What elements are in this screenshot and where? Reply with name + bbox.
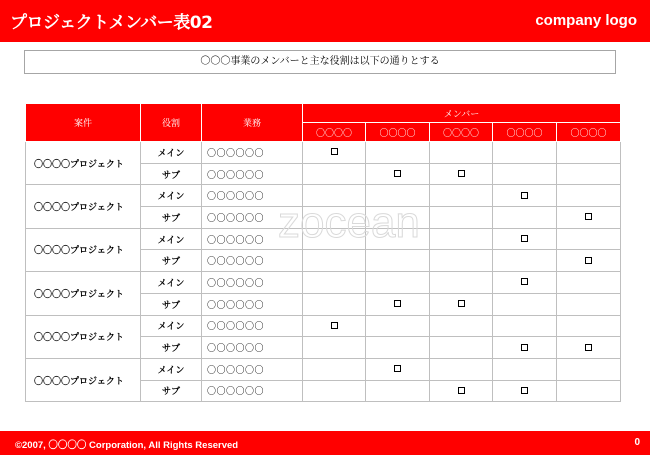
- task-cell: 〇〇〇〇〇〇: [202, 142, 303, 164]
- member-assignment-cell: [303, 185, 366, 207]
- table-header-row: [26, 104, 621, 123]
- member-assignment-cell: [557, 272, 621, 294]
- member-assignment-cell: [366, 228, 430, 250]
- task-cell: 〇〇〇〇〇〇: [202, 272, 303, 294]
- page-number: 0: [634, 437, 640, 448]
- role-cell: サブ: [141, 207, 202, 229]
- checkbox-icon: [331, 148, 338, 155]
- header-member-1: 〇〇〇〇: [303, 123, 366, 142]
- table-row: [26, 315, 621, 337]
- task-cell: 〇〇〇〇〇〇: [202, 207, 303, 229]
- member-assignment-cell: [366, 185, 430, 207]
- member-assignment-cell: [366, 163, 430, 185]
- member-assignment-cell: [303, 380, 366, 402]
- header-member-4: 〇〇〇〇: [493, 123, 557, 142]
- task-cell: 〇〇〇〇〇〇: [202, 337, 303, 359]
- member-assignment-cell: [557, 163, 621, 185]
- member-assignment-cell: [303, 315, 366, 337]
- table-row: [26, 142, 621, 164]
- checkbox-icon: [521, 387, 528, 394]
- task-cell: 〇〇〇〇〇〇: [202, 380, 303, 402]
- task-cell: 〇〇〇〇〇〇: [202, 163, 303, 185]
- member-assignment-cell: [493, 337, 557, 359]
- member-assignment-cell: [366, 207, 430, 229]
- header-task: 業務: [202, 104, 303, 142]
- member-assignment-cell: [303, 337, 366, 359]
- member-assignment-cell: [493, 163, 557, 185]
- member-assignment-cell: [366, 380, 430, 402]
- header-member-3: 〇〇〇〇: [430, 123, 493, 142]
- project-name-cell: 〇〇〇〇プロジェクト: [26, 185, 141, 228]
- intro-text-box: 〇〇〇事業のメンバーと主な役割は以下の通りとする: [24, 50, 616, 74]
- member-assignment-cell: [430, 250, 493, 272]
- table-row: [26, 358, 621, 380]
- project-name-cell: 〇〇〇〇プロジェクト: [26, 142, 141, 185]
- member-assignment-cell: [430, 358, 493, 380]
- member-assignment-cell: [303, 272, 366, 294]
- task-cell: 〇〇〇〇〇〇: [202, 315, 303, 337]
- member-assignment-cell: [366, 293, 430, 315]
- member-assignment-cell: [366, 250, 430, 272]
- member-assignment-cell: [303, 228, 366, 250]
- member-table: [25, 103, 621, 402]
- member-assignment-cell: [430, 272, 493, 294]
- checkbox-icon: [394, 170, 401, 177]
- header-members: メンバー: [303, 104, 621, 123]
- checkbox-icon: [458, 300, 465, 307]
- page-title: プロジェクトメンバー表02: [10, 13, 213, 33]
- role-cell: サブ: [141, 250, 202, 272]
- member-assignment-cell: [557, 293, 621, 315]
- checkbox-icon: [458, 387, 465, 394]
- task-cell: 〇〇〇〇〇〇: [202, 358, 303, 380]
- project-name-cell: 〇〇〇〇プロジェクト: [26, 358, 141, 401]
- checkbox-icon: [521, 344, 528, 351]
- member-assignment-cell: [493, 380, 557, 402]
- member-assignment-cell: [303, 358, 366, 380]
- role-cell: メイン: [141, 315, 202, 337]
- role-cell: メイン: [141, 358, 202, 380]
- member-assignment-cell: [493, 293, 557, 315]
- header-bar: [0, 0, 650, 42]
- table-body: [26, 142, 621, 402]
- footer-bar: [0, 431, 650, 455]
- member-assignment-cell: [430, 207, 493, 229]
- project-name-cell: 〇〇〇〇プロジェクト: [26, 315, 141, 358]
- member-assignment-cell: [493, 207, 557, 229]
- member-assignment-cell: [430, 315, 493, 337]
- member-assignment-cell: [303, 293, 366, 315]
- table-row: [26, 272, 621, 294]
- member-assignment-cell: [430, 142, 493, 164]
- table-row: [26, 228, 621, 250]
- header-project: 案件: [26, 104, 141, 142]
- member-assignment-cell: [557, 315, 621, 337]
- checkbox-icon: [521, 235, 528, 242]
- member-assignment-cell: [493, 228, 557, 250]
- member-assignment-cell: [430, 228, 493, 250]
- project-name-cell: 〇〇〇〇プロジェクト: [26, 272, 141, 315]
- member-assignment-cell: [430, 337, 493, 359]
- member-assignment-cell: [430, 293, 493, 315]
- role-cell: サブ: [141, 380, 202, 402]
- role-cell: サブ: [141, 293, 202, 315]
- member-assignment-cell: [303, 207, 366, 229]
- checkbox-icon: [585, 344, 592, 351]
- checkbox-icon: [521, 278, 528, 285]
- task-cell: 〇〇〇〇〇〇: [202, 293, 303, 315]
- watermark-text: zocean: [278, 198, 420, 247]
- member-assignment-cell: [366, 337, 430, 359]
- member-assignment-cell: [366, 142, 430, 164]
- checkbox-icon: [585, 213, 592, 220]
- member-assignment-cell: [493, 358, 557, 380]
- member-assignment-cell: [557, 380, 621, 402]
- task-cell: 〇〇〇〇〇〇: [202, 250, 303, 272]
- member-assignment-cell: [557, 228, 621, 250]
- member-assignment-cell: [557, 250, 621, 272]
- member-assignment-cell: [430, 185, 493, 207]
- member-assignment-cell: [430, 380, 493, 402]
- role-cell: メイン: [141, 185, 202, 207]
- member-assignment-cell: [493, 185, 557, 207]
- member-assignment-cell: [303, 163, 366, 185]
- member-assignment-cell: [303, 142, 366, 164]
- header-member-5: 〇〇〇〇: [557, 123, 621, 142]
- table-row: [26, 185, 621, 207]
- member-assignment-cell: [303, 250, 366, 272]
- checkbox-icon: [458, 170, 465, 177]
- header-role: 役割: [141, 104, 202, 142]
- role-cell: メイン: [141, 228, 202, 250]
- member-assignment-cell: [493, 315, 557, 337]
- member-assignment-cell: [493, 272, 557, 294]
- checkbox-icon: [521, 192, 528, 199]
- task-cell: 〇〇〇〇〇〇: [202, 185, 303, 207]
- checkbox-icon: [394, 300, 401, 307]
- member-assignment-cell: [430, 163, 493, 185]
- member-assignment-cell: [493, 250, 557, 272]
- member-assignment-cell: [557, 185, 621, 207]
- checkbox-icon: [331, 322, 338, 329]
- checkbox-icon: [394, 365, 401, 372]
- copyright-text: ©2007, 〇〇〇〇 Corporation, All Rights Reserved: [15, 440, 239, 451]
- member-assignment-cell: [366, 358, 430, 380]
- member-assignment-cell: [557, 358, 621, 380]
- member-assignment-cell: [366, 272, 430, 294]
- project-name-cell: 〇〇〇〇プロジェクト: [26, 228, 141, 271]
- role-cell: サブ: [141, 163, 202, 185]
- role-cell: メイン: [141, 272, 202, 294]
- member-assignment-cell: [557, 337, 621, 359]
- member-assignment-cell: [493, 142, 557, 164]
- member-assignment-cell: [366, 315, 430, 337]
- member-assignment-cell: [557, 142, 621, 164]
- role-cell: サブ: [141, 337, 202, 359]
- member-assignment-cell: [557, 207, 621, 229]
- company-logo: company logo: [535, 12, 637, 29]
- role-cell: メイン: [141, 142, 202, 164]
- checkbox-icon: [585, 257, 592, 264]
- header-member-2: 〇〇〇〇: [366, 123, 430, 142]
- task-cell: 〇〇〇〇〇〇: [202, 228, 303, 250]
